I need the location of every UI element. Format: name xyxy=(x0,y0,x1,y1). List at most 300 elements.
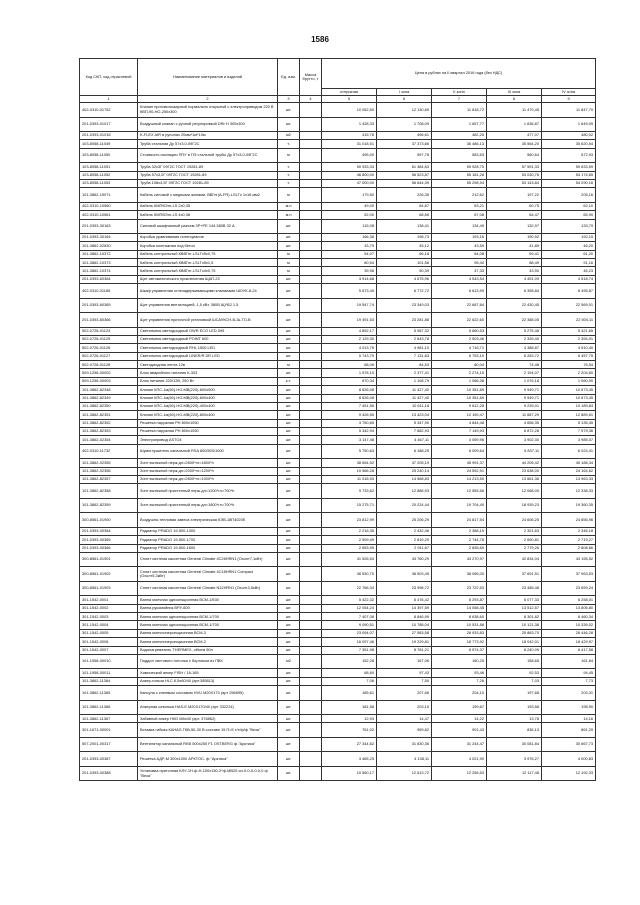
row-price-cell: 12 256,53 xyxy=(432,766,487,781)
row-price-cell: 27 583,58 xyxy=(377,629,432,637)
row-unit-cell: шт. xyxy=(278,386,300,394)
row-price-cell: 10 673,45 xyxy=(542,386,596,394)
row-price-cell: 7,73 xyxy=(542,677,596,685)
header-index-cell: 8 xyxy=(487,96,542,103)
row-price-cell: 53 030,76 xyxy=(487,171,542,179)
header-zone3: III зона xyxy=(487,89,542,96)
row-mass-cell xyxy=(300,140,322,148)
row-name-cell: Химический анкер FISH / 18-165 xyxy=(138,669,278,677)
row-mass-cell xyxy=(300,766,322,781)
row-mass-cell xyxy=(300,344,322,352)
row-price-cell: 18 429,97 xyxy=(542,638,596,646)
row-price-cell: 12 130,65 xyxy=(377,103,432,118)
row-mass-cell xyxy=(300,444,322,459)
row-unit-cell: шт. xyxy=(278,352,300,360)
table-row xyxy=(80,179,596,187)
row-price-cell: 12 192,33 xyxy=(542,766,596,781)
row-unit-cell: шт. xyxy=(278,677,300,685)
row-mass-cell xyxy=(300,436,322,444)
row-price-cell: 14 568,83 xyxy=(377,475,432,483)
row-price-cell: 5 275,48 xyxy=(487,327,542,335)
row-name-cell: Шкаф управления огнезадерживающими клапанами ШОУК-8-24 xyxy=(138,284,278,299)
header-index-cell: 3 xyxy=(278,96,300,103)
row-price-cell: 22 766,34 xyxy=(322,581,377,596)
table-row xyxy=(80,737,596,752)
row-name-cell: Сплит система кассетная General Climate N12HRN1 (Охолт3,5кВт) xyxy=(138,581,278,596)
table-row xyxy=(80,344,596,352)
row-price-cell: 2 690,81 xyxy=(487,536,542,544)
row-price-cell: 53 143,84 xyxy=(487,179,542,187)
row-code-cell: 301-1542-0006 xyxy=(80,638,138,646)
row-name-cell: Решетка наружная РН 800х1050 xyxy=(138,419,278,427)
table-row xyxy=(80,752,596,767)
row-mass-cell xyxy=(300,621,322,629)
row-mass-cell xyxy=(300,737,322,752)
row-price-cell: 37 963,53 xyxy=(542,567,596,582)
row-name-cell: Радиатор PRADO 19-500-1700 xyxy=(138,536,278,544)
row-price-cell: 9 239,01 xyxy=(487,402,542,410)
row-price-cell: 161,84 xyxy=(542,654,596,669)
row-mass-cell xyxy=(300,411,322,419)
row-unit-cell: шт. xyxy=(278,596,300,604)
row-name-cell: Кабель силовой с медными жилами, ВВГнг(А-FR)-LSLTx 1х16 мм2 xyxy=(138,188,278,203)
row-name-cell: Труба 32х3Г 09Г2С ГОСТ 19281-89 xyxy=(138,163,278,171)
table-row xyxy=(80,140,596,148)
row-price-cell: 6 476,42 xyxy=(377,596,432,604)
row-price-cell: 3 465,25 xyxy=(322,752,377,767)
row-code-cell: 103-8058-11052 xyxy=(80,171,138,179)
row-price-cell: 50,39 xyxy=(377,267,432,275)
row-name-cell: Зонт вытяжной нерж.дл=2000*гл=1200*h xyxy=(138,467,278,475)
table-row xyxy=(80,715,596,723)
row-name-cell: Сплит система кассетная General Climate 4C18HRN1 Compact (Охолт5,3кВт) xyxy=(138,567,278,582)
row-name-cell: Труба стальная Ду 57х3,0-09Г2С xyxy=(138,140,278,148)
row-code-cell: 101-3862-19071 xyxy=(80,188,138,203)
row-unit-cell: шт. xyxy=(278,467,300,475)
row-price-cell: 9 090,51 xyxy=(322,621,377,629)
row-price-cell: 160,25 xyxy=(432,654,487,669)
row-price-cell: 167,06 xyxy=(377,654,432,669)
row-price-cell: 50 933,33 xyxy=(322,163,377,171)
row-mass-cell xyxy=(300,313,322,328)
row-price-cell: 47 205,19 xyxy=(377,459,432,467)
row-code-cell: 101-3862-10374 xyxy=(80,267,138,275)
table-row xyxy=(80,242,596,250)
table-row xyxy=(80,336,596,344)
table-row xyxy=(80,394,596,402)
row-price-cell: 84,53 xyxy=(377,361,432,369)
row-price-cell: 12 117,48 xyxy=(487,766,542,781)
row-price-cell: 2 321,63 xyxy=(487,527,542,535)
row-name-cell: Поддон чистового потолка с бортиком из ПВХ xyxy=(138,654,278,669)
row-price-cell: 7,26 xyxy=(432,677,487,685)
row-code-cell: 201-0393-30164 xyxy=(80,234,138,242)
row-mass-cell xyxy=(300,402,322,410)
row-price-cell: 60,75 xyxy=(487,202,542,210)
row-price-cell: 13,78 xyxy=(487,715,542,723)
row-price-cell: 10 611,18 xyxy=(377,402,432,410)
row-price-cell: 56 523,87 xyxy=(377,171,432,179)
row-code-cell: 201-0393-30163 xyxy=(80,219,138,234)
row-price-cell: 4 467,11 xyxy=(377,436,432,444)
row-price-cell: 14 058,45 xyxy=(432,604,487,612)
row-price-cell: 2 394,01 xyxy=(542,336,596,344)
row-price-cell: 47,33 xyxy=(432,267,487,275)
row-code-cell: 402-0310-10561 xyxy=(80,211,138,219)
table-row xyxy=(80,188,596,203)
row-code-cell: 101-3862-02356 xyxy=(80,467,138,475)
table-row xyxy=(80,596,596,604)
row-mass-cell xyxy=(300,596,322,604)
row-name-cell: Водонагреватель THERMEX, объем 50л xyxy=(138,646,278,654)
row-code-cell: 101-3862-11366 xyxy=(80,700,138,715)
row-price-cell: 4 716,71 xyxy=(432,344,487,352)
row-price-cell: 91,16 xyxy=(542,259,596,267)
row-name-cell: Блок питания 220/12В, 250 Вт xyxy=(138,377,278,385)
row-price-cell: 10 351,69 xyxy=(432,394,487,402)
row-unit-cell: шт. xyxy=(278,219,300,234)
row-code-cell: 301-1542-0001 xyxy=(80,596,138,604)
row-code-cell: 101-1958-00011 xyxy=(80,669,138,677)
row-price-cell: 25 240,14 xyxy=(377,467,432,475)
row-code-cell: 101-3862-82357 xyxy=(80,475,138,483)
row-name-cell: Зонт вытяжной пристенный нерж.дл=1200*гл=700*h xyxy=(138,484,278,499)
row-price-cell: 12 068,00 xyxy=(487,484,542,499)
row-price-cell: 9 612,28 xyxy=(432,402,487,410)
row-code-cell: 509-1256-00003 xyxy=(80,377,138,385)
row-mass-cell xyxy=(300,419,322,427)
row-price-cell: 8 781,21 xyxy=(377,646,432,654)
row-price-cell: 5 342,94 xyxy=(322,427,377,435)
row-mass-cell xyxy=(300,284,322,299)
row-price-cell: 4 981,10 xyxy=(377,344,432,352)
row-name-cell: Зонт вытяжной пристенный нерж.дл=1800*гл=700*h xyxy=(138,498,278,513)
row-price-cell: 204,10 xyxy=(432,686,487,701)
row-code-cell: 201-0393-00387 xyxy=(80,752,138,767)
row-price-cell: 61 384,63 xyxy=(377,163,432,171)
table-row xyxy=(80,677,596,685)
row-name-cell: Щит управления приточной установкой ШСАУКСН-В-3к-ТО-В xyxy=(138,313,278,328)
row-price-cell: 31 244,47 xyxy=(432,737,487,752)
row-price-cell: 19 229,81 xyxy=(377,638,432,646)
row-name-cell: Щит управления вентиляцией, 1,5 кВт, 380В ЩУВ2 1,5 xyxy=(138,298,278,313)
row-unit-cell: м xyxy=(278,259,300,267)
row-price-cell: 2 432,46 xyxy=(377,527,432,535)
row-price-cell: 2 509,49 xyxy=(322,536,377,544)
row-unit-cell: шт. xyxy=(278,686,300,701)
row-code-cell: 101-3862-82348 xyxy=(80,386,138,394)
row-price-cell: 55 181,28 xyxy=(432,171,487,179)
row-price-cell: 7,06 xyxy=(322,677,377,685)
row-mass-cell xyxy=(300,179,322,187)
row-price-cell: 198,73 xyxy=(377,234,432,242)
row-code-cell: 301-1542-0002 xyxy=(80,604,138,612)
row-unit-cell: шт. xyxy=(278,475,300,483)
row-price-cell: 35 620,54 xyxy=(542,140,596,148)
header-index-cell: 9 xyxy=(542,96,596,103)
row-code-cell: 101-3862-82353 xyxy=(80,427,138,435)
row-price-cell: 62,10 xyxy=(542,202,596,210)
row-price-cell: 22 504,11 xyxy=(542,313,596,328)
row-mass-cell xyxy=(300,369,322,377)
row-price-cell: 13 963,33 xyxy=(542,475,596,483)
row-mass-cell xyxy=(300,132,322,140)
row-mass-cell xyxy=(300,394,322,402)
table-row xyxy=(80,513,596,528)
row-mass-cell xyxy=(300,163,322,171)
row-mass-cell xyxy=(300,752,322,767)
row-name-cell: Сплит система кассетная General Climate 4C26HRN1 (Охолт7,1кВт) xyxy=(138,552,278,567)
row-mass-cell xyxy=(300,581,322,596)
row-name-cell: Решетка АДР-М 300х1000 АРКТОС- ф."Арктика" xyxy=(138,752,278,767)
row-code-cell: 201-0393-00388 xyxy=(80,766,138,781)
row-price-cell: 88,49 xyxy=(487,259,542,267)
row-price-cell: 12 886,93 xyxy=(377,484,432,499)
row-price-cell: 68,65 xyxy=(377,211,432,219)
row-name-cell: Коробка уравнивания потенциалов xyxy=(138,234,278,242)
row-name-cell: Стоимость изоляции ППУ в ПЭ стальной трубы Ду 57х3,0-09Г2С xyxy=(138,148,278,163)
row-price-cell: 80,54 xyxy=(322,259,377,267)
row-mass-cell xyxy=(300,638,322,646)
row-name-cell: Светильник светодиодный RHL 1500 LED xyxy=(138,344,278,352)
row-price-cell: 45 188,34 xyxy=(542,459,596,467)
row-code-cell: 402-0310-10560 xyxy=(80,202,138,210)
row-price-cell: 11 687,29 xyxy=(487,411,542,419)
row-mass-cell xyxy=(300,467,322,475)
row-price-cell: 23 485,48 xyxy=(487,581,542,596)
row-unit-cell: шт. xyxy=(278,700,300,715)
row-price-cell: 2 653,95 xyxy=(322,544,377,552)
row-unit-cell: т. xyxy=(278,171,300,179)
row-mass-cell xyxy=(300,475,322,483)
row-price-cell: 15 275,71 xyxy=(322,498,377,513)
row-price-cell: 5 421,65 xyxy=(542,327,596,335)
row-price-cell: 12 555,56 xyxy=(432,484,487,499)
row-price-cell: 13 512,57 xyxy=(487,604,542,612)
row-price-cell: 4 388,87 xyxy=(487,344,542,352)
row-mass-cell xyxy=(300,188,322,203)
row-price-cell: 11 818,72 xyxy=(432,103,487,118)
row-mass-cell xyxy=(300,298,322,313)
row-price-cell: 37 691,51 xyxy=(487,567,542,582)
row-unit-cell: м xyxy=(278,148,300,163)
row-price-cell: 54 290,16 xyxy=(542,179,596,187)
table-row xyxy=(80,475,596,483)
row-code-cell: 201-0393-00364 xyxy=(80,527,138,535)
row-price-cell: 5 743,79 xyxy=(322,352,377,360)
table-row xyxy=(80,402,596,410)
row-code-cell: 101-3862-82358 xyxy=(80,484,138,499)
row-mass-cell xyxy=(300,723,322,738)
row-mass-cell xyxy=(300,527,322,535)
row-price-cell: 26 933,83 xyxy=(432,629,487,637)
row-price-cell: 23 659,24 xyxy=(542,581,596,596)
row-price-cell: 4 675,96 xyxy=(377,275,432,283)
row-price-cell: 80,04 xyxy=(432,361,487,369)
row-name-cell: Труба 108х4,5Г 09Г2С ГОСТ 19281-89 xyxy=(138,179,278,187)
row-price-cell: 23 722,53 xyxy=(432,581,487,596)
table-body xyxy=(80,103,596,781)
row-unit-cell: шт. xyxy=(278,275,300,283)
row-price-cell: 2 719,27 xyxy=(542,536,596,544)
row-unit-cell: шт. xyxy=(278,604,300,612)
row-price-cell: 6 457,75 xyxy=(542,352,596,360)
row-unit-cell: шт. xyxy=(278,498,300,513)
header-unit: Ед. изм. xyxy=(278,59,300,96)
row-unit-cell: м xyxy=(278,188,300,203)
row-mass-cell xyxy=(300,211,322,219)
row-code-cell: 103-8058-11049 xyxy=(80,140,138,148)
row-unit-cell: шт. xyxy=(278,313,300,328)
row-price-cell: 18 939,23 xyxy=(487,498,542,513)
row-price-cell: 43 760,29 xyxy=(377,552,432,567)
row-name-cell: Воздушный клапан с ручной регулировкой DRr H 300х300 xyxy=(138,117,278,132)
row-price-cell: 47 000,00 xyxy=(322,179,377,187)
row-price-cell: 3 976,27 xyxy=(487,752,542,767)
row-price-cell: 495,00 xyxy=(322,148,377,163)
header-index-cell: 5 xyxy=(322,96,377,103)
row-unit-cell: шт. xyxy=(278,536,300,544)
row-price-cell: 19 360,35 xyxy=(542,498,596,513)
row-price-cell: 74,48 xyxy=(487,361,542,369)
row-unit-cell: шт. xyxy=(278,484,300,499)
row-price-cell: 68,06 xyxy=(322,361,377,369)
row-price-cell: 6 753,10 xyxy=(432,352,487,360)
table-row xyxy=(80,654,596,669)
row-mass-cell xyxy=(300,646,322,654)
row-name-cell: Светильник светодиодный LINER/R DR LED xyxy=(138,352,278,360)
row-price-cell: 8 574,37 xyxy=(432,646,487,654)
row-price-cell: 31 018,51 xyxy=(322,140,377,148)
table-row xyxy=(80,613,596,621)
row-name-cell: Клапан противопожарный нормально открытый с электроприводом 220 В КВП-90-НО-250х300 xyxy=(138,103,278,118)
row-name-cell: Светильник светодиодный POINT 600 xyxy=(138,336,278,344)
row-price-cell: 64,67 xyxy=(377,202,432,210)
row-price-cell: 54,07 xyxy=(322,250,377,258)
table-row xyxy=(80,484,596,499)
row-mass-cell xyxy=(300,336,322,344)
row-price-cell: 4 892,17 xyxy=(322,327,377,335)
row-price-cell: 8 626,08 xyxy=(322,386,377,394)
row-price-cell: 7 682,93 xyxy=(377,427,432,435)
row-price-cell: 2 808,66 xyxy=(542,544,596,552)
row-name-cell: Воздушно-тепловая завеса электрическая КЭВ-18П4020Е xyxy=(138,513,278,528)
row-name-cell: Кабель КМПВЭнг-LS 2х0,35 xyxy=(138,202,278,210)
row-code-cell: 509-1256-00002 xyxy=(80,369,138,377)
row-name-cell: Кабель контрольный КВВГнг-LSLTx5х0,75 xyxy=(138,250,278,258)
row-price-cell: 45,23 xyxy=(542,267,596,275)
row-price-cell: 226,35 xyxy=(377,188,432,203)
row-price-cell: 26 446,28 xyxy=(542,629,596,637)
row-price-cell: 158,65 xyxy=(487,654,542,669)
row-price-cell: 95,40 xyxy=(432,259,487,267)
row-unit-cell: м xyxy=(278,250,300,258)
row-price-cell: 97,43 xyxy=(377,669,432,677)
row-price-cell: 4 000,83 xyxy=(542,752,596,767)
row-price-cell: 30 667,73 xyxy=(542,737,596,752)
row-price-cell: 152,28 xyxy=(322,654,377,669)
row-price-cell: 572,93 xyxy=(542,148,596,163)
row-price-cell: 63,21 xyxy=(432,202,487,210)
row-price-cell: 14,16 xyxy=(542,715,596,723)
header-mass: Масса брутто, т xyxy=(300,59,322,96)
table-row xyxy=(80,436,596,444)
row-mass-cell xyxy=(300,427,322,435)
row-price-cell: 7 131,63 xyxy=(377,352,432,360)
row-unit-cell: шт. xyxy=(278,394,300,402)
row-price-cell: 134,49 xyxy=(432,219,487,234)
row-price-cell: 5 347,90 xyxy=(377,419,432,427)
row-price-cell: 10 673,45 xyxy=(542,394,596,402)
row-price-cell: 24 164,62 xyxy=(542,467,596,475)
row-name-cell: Анкер-гильза HLC 6,5х60/40 (арт.385813) xyxy=(138,677,278,685)
row-price-cell: 37 373,66 xyxy=(377,140,432,148)
row-code-cell: 502-0726-01127 xyxy=(80,352,138,360)
row-price-cell: 12 054,24 xyxy=(322,604,377,612)
row-price-cell: 3 914,68 xyxy=(322,275,377,283)
row-price-cell: 7,03 xyxy=(487,677,542,685)
row-price-cell: 23 281,88 xyxy=(377,313,432,328)
table-row xyxy=(80,148,596,163)
row-unit-cell: шт. xyxy=(278,752,300,767)
row-code-cell: 502-0726-01128 xyxy=(80,361,138,369)
row-mass-cell xyxy=(300,386,322,394)
row-price-cell: 45,12 xyxy=(377,242,432,250)
row-unit-cell: м xyxy=(278,361,300,369)
row-name-cell: Электропривод ASTO4 xyxy=(138,436,278,444)
row-code-cell: 301-1542-0004 xyxy=(80,621,138,629)
row-price-cell: 24 856,96 xyxy=(542,513,596,528)
row-name-cell: Кабель КМПВЭнг-LS 4х0,38 xyxy=(138,211,278,219)
row-name-cell: Клапан КПС-1м(60)-НО-МВ(220)-600х400 xyxy=(138,394,278,402)
row-price-cell: 9 733,62 xyxy=(322,484,377,499)
row-unit-cell: шт. xyxy=(278,621,300,629)
row-price-cell: 7 351,98 xyxy=(322,646,377,654)
row-code-cell: 301-1542-0003 xyxy=(80,613,138,621)
row-unit-cell: шт. xyxy=(278,544,300,552)
row-mass-cell xyxy=(300,259,322,267)
table-row xyxy=(80,427,596,435)
row-price-cell: 2 779,26 xyxy=(487,544,542,552)
row-price-cell: 93,46 xyxy=(432,669,487,677)
row-price-cell: 10 560,17 xyxy=(322,766,377,781)
row-price-cell: 31 830,36 xyxy=(377,737,432,752)
row-price-cell: 1 108,79 xyxy=(377,377,432,385)
row-price-cell: 33,79 xyxy=(322,242,377,250)
row-price-cell: 166,38 xyxy=(322,234,377,242)
row-price-cell: 6 009,64 xyxy=(432,444,487,459)
row-price-cell: 8 626,08 xyxy=(322,394,377,402)
row-name-cell: Ванна моечнонерсекционная ВСМ-2 xyxy=(138,638,278,646)
row-price-cell: 43 155,52 xyxy=(542,552,596,567)
row-price-cell: 19 547,74 xyxy=(322,298,377,313)
row-price-cell: 23 998,72 xyxy=(377,581,432,596)
row-price-cell: 94,45 xyxy=(542,669,596,677)
row-mass-cell xyxy=(300,700,322,715)
row-code-cell: 402-0310-01185 xyxy=(80,284,138,299)
row-price-cell: 24 817,54 xyxy=(432,513,487,528)
table-row xyxy=(80,211,596,219)
row-mass-cell xyxy=(300,242,322,250)
row-unit-cell: шт. xyxy=(278,513,300,528)
row-code-cell: 300-8561-01902 xyxy=(80,567,138,582)
row-mass-cell xyxy=(300,171,322,179)
header-release: отпускная xyxy=(322,89,377,96)
table-row xyxy=(80,604,596,612)
row-price-cell: 11 427,40 xyxy=(377,386,432,394)
row-unit-cell: шт. xyxy=(278,242,300,250)
row-price-cell: 64,08 xyxy=(432,250,487,258)
